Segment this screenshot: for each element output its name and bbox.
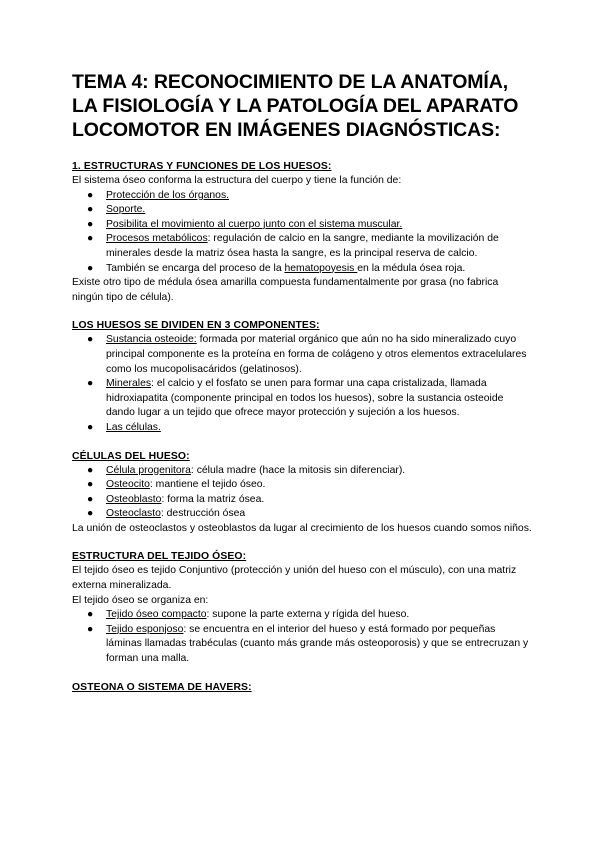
bullet-icon: ● bbox=[87, 609, 94, 621]
list-item bbox=[72, 421, 532, 436]
bullet-icon: ● bbox=[87, 493, 94, 505]
bullet-icon: ● bbox=[87, 334, 94, 346]
list-item-term: Tejido esponjoso bbox=[106, 623, 184, 635]
section-heading: 1. ESTRUCTURAS Y FUNCIONES DE LOS HUESOS: bbox=[72, 161, 332, 172]
list-item bbox=[72, 232, 532, 261]
list-item-term: Las células. bbox=[106, 421, 161, 433]
list-item-term: Minerales bbox=[106, 378, 152, 390]
list-item-text: : destrucción ósea bbox=[160, 508, 246, 520]
list-item-text: : el calcio y el fosfato se unen para formar una capa cristalizada, llamada hidroxiapatita (componente principal en todos los huesos), sobre la sustancia osteoide dando lugar a un tejido que ofrece mayor protección y sujeción a los huesos. bbox=[106, 378, 504, 419]
list-item bbox=[72, 478, 532, 493]
list-item-term: Sustancia osteoide: bbox=[106, 334, 197, 346]
section-heading: ESTRUCTURA DEL TEJIDO ÓSEO: bbox=[72, 551, 247, 563]
bullet-icon: ● bbox=[87, 189, 94, 201]
paragraph: La unión de osteoclastos y osteoblastos da lugar al crecimiento de los huesos cuando somos niños. bbox=[72, 522, 532, 534]
bullet-icon: ● bbox=[87, 623, 94, 635]
bullet-list bbox=[72, 333, 532, 435]
bullet-list bbox=[72, 608, 532, 666]
bullet-list bbox=[72, 464, 532, 522]
bullet-list bbox=[72, 189, 532, 277]
list-item-term: Célula progenitora bbox=[106, 464, 191, 476]
section-componentes bbox=[72, 319, 532, 435]
list-item-text: : célula madre (hace la mitosis sin diferenciar). bbox=[190, 464, 406, 476]
list-item bbox=[72, 493, 532, 508]
bullet-icon: ● bbox=[87, 218, 94, 230]
bullet-icon: ● bbox=[87, 508, 94, 520]
document-page bbox=[72, 70, 532, 695]
section-celulas bbox=[72, 450, 532, 537]
list-item-text: en la médula ósea roja. bbox=[357, 262, 466, 274]
bullet-icon: ● bbox=[87, 464, 94, 476]
list-item bbox=[72, 623, 532, 667]
list-item-text: formada por material orgánico que aún no ha sido mineralizado cuyo principal componente es la proteína en forma de colágeno y otros elementos extracelulares como los mucopolisacáridos (gelatinosos). bbox=[106, 334, 527, 375]
list-item-term: Osteocito bbox=[106, 479, 150, 491]
list-item bbox=[72, 262, 532, 277]
paragraph: El sistema óseo conforma la estructura del cuerpo y tiene la función de: bbox=[72, 175, 402, 186]
paragraph: El tejido óseo se organiza en: bbox=[72, 594, 209, 606]
bullet-icon: ● bbox=[87, 233, 94, 245]
bullet-icon: ● bbox=[87, 204, 94, 216]
bullet-icon: ● bbox=[87, 479, 94, 491]
list-item-text: : forma la matriz ósea. bbox=[161, 493, 265, 505]
section-osteona bbox=[72, 681, 532, 695]
list-item-term: hematopoyesis bbox=[284, 262, 358, 274]
section-tejido-oseo bbox=[72, 550, 532, 666]
list-item bbox=[72, 333, 532, 377]
section-heading: CÉLULAS DEL HUESO: bbox=[72, 450, 190, 462]
list-item-term: Protección de los órganos. bbox=[106, 189, 230, 201]
section-heading: OSTEONA O SISTEMA DE HAVERS: bbox=[72, 681, 252, 693]
list-item bbox=[72, 464, 532, 479]
bullet-icon: ● bbox=[87, 378, 94, 390]
list-item-prefix: También se encarga del proceso de la bbox=[106, 262, 285, 274]
bullet-icon: ● bbox=[87, 262, 94, 274]
list-item-text: : se encuentra en el interior del hueso y está formado por pequeñas láminas llamadas trabéculas (cuanto más grande más osteoporosis) y que se entrecruzan y forman una malla. bbox=[106, 623, 529, 665]
list-item bbox=[72, 203, 532, 218]
section-heading: LOS HUESOS SE DIVIDEN EN 3 COMPONENTES: bbox=[72, 320, 320, 332]
list-item-term: Tejido óseo compacto bbox=[106, 609, 207, 621]
list-item bbox=[72, 377, 532, 421]
list-item-term: Posibilita el movimiento al cuerpo junto con el sistema muscular. bbox=[106, 218, 403, 230]
list-item-text: : supone la parte externa y rígida del hueso. bbox=[206, 609, 410, 621]
list-item bbox=[72, 608, 532, 623]
list-item-text: : regulación de calcio en la sangre, mediante la movilización de minerales desde la matriz ósea hasta la sangre, es la principal reserva de calcio. bbox=[106, 233, 499, 259]
list-item-text: : mantiene el tejido óseo. bbox=[149, 479, 266, 491]
list-item-term: Osteoclasto bbox=[106, 508, 161, 520]
page-title: TEMA 4: RECONOCIMIENTO DE LA ANATOMÍA, LA FISIOLOGÍA Y LA PATOLOGÍA DEL APARATO LOCOMOTOR EN IMÁGENES DIAGNÓSTICAS: bbox=[72, 71, 519, 141]
list-item-term: Soporte. bbox=[106, 204, 146, 216]
paragraph: El tejido óseo es tejido Conjuntivo (protección y unión del hueso con el músculo), con una matriz externa mineralizada. bbox=[72, 565, 517, 592]
list-item bbox=[72, 189, 532, 204]
bullet-icon: ● bbox=[87, 421, 94, 433]
paragraph: Existe otro tipo de médula ósea amarilla compuesta fundamentalmente por grasa (no fabrica ningún tipo de célula). bbox=[72, 277, 499, 303]
section-estructuras bbox=[72, 160, 532, 305]
list-item bbox=[72, 218, 532, 233]
list-item-term: Osteoblasto bbox=[106, 493, 162, 505]
list-item bbox=[72, 507, 532, 522]
list-item-term: Procesos metabólicos bbox=[106, 233, 208, 245]
